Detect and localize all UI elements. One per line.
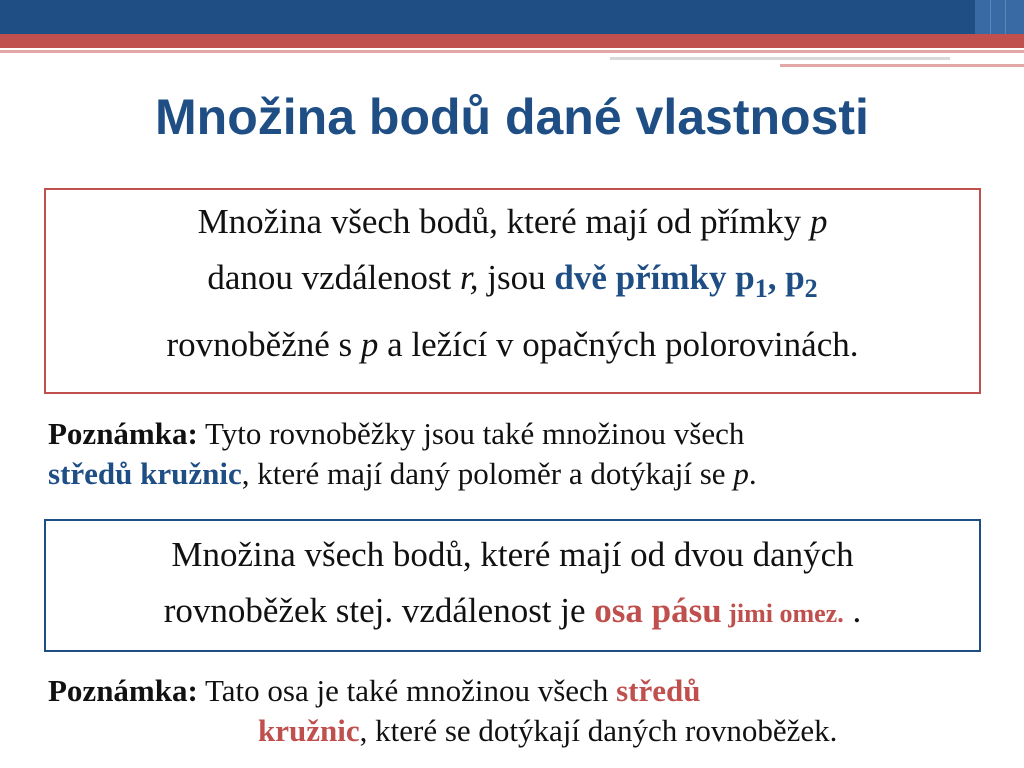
- header-bar-red: [0, 34, 1024, 48]
- box1-line1: [46, 194, 979, 250]
- text: Tyto rovnoběžky jsou také množinou všech: [197, 416, 745, 451]
- text: .: [748, 456, 757, 491]
- box1-line3: [46, 317, 979, 373]
- definition-box-2: [44, 519, 981, 652]
- definition-box-1: [44, 188, 981, 394]
- highlight-text: středů kružnic: [48, 456, 242, 491]
- header-divider: [1005, 0, 1006, 34]
- header-stripe: [780, 64, 1024, 67]
- box1-line2: [46, 250, 979, 317]
- note-label: Poznámka:: [48, 416, 198, 451]
- text: .: [843, 591, 862, 630]
- highlight-lines: [554, 258, 818, 303]
- text: rovnoběžek stej. vzdálenost je: [163, 591, 595, 630]
- highlight-text: , p: [767, 258, 805, 297]
- variable: p: [733, 456, 749, 491]
- page-title: Množina bodů dané vlastnosti: [155, 89, 869, 145]
- header-stripe: [0, 50, 1024, 53]
- header-bar-blue: [0, 0, 1024, 34]
- note-2: [48, 671, 1018, 751]
- note-1: [48, 414, 1008, 494]
- text: Množina všech bodů, které mají od přímky: [197, 202, 810, 241]
- variable: r,: [460, 258, 479, 297]
- header-divider: [990, 0, 991, 34]
- text: danou vzdálenost: [207, 258, 461, 297]
- subscript: 2: [804, 274, 818, 303]
- box2-line2: [46, 583, 979, 642]
- variable: p: [360, 325, 379, 364]
- text: , které mají daný poloměr a dotýkají se: [241, 456, 734, 491]
- box2-line1: Množina všech bodů, které mají od dvou daných: [171, 535, 854, 574]
- subscript: 1: [754, 274, 768, 303]
- highlight-small: jimi omez.: [721, 599, 844, 628]
- highlight-text: dvě přímky p: [554, 258, 755, 297]
- text: rovnoběžné s: [166, 325, 361, 364]
- text: jsou: [478, 258, 555, 297]
- note-label: Poznámka:: [48, 673, 198, 708]
- variable: p: [809, 202, 828, 241]
- text: , které se dotýkají daných rovnoběžek.: [359, 713, 838, 748]
- header-stripe: [610, 57, 950, 60]
- highlight-text: středů: [616, 673, 701, 708]
- header-bar-blue-light: [975, 0, 1024, 34]
- highlight-text: kružnic: [258, 713, 360, 748]
- highlight-text: osa pásu: [594, 591, 722, 630]
- text: Tato osa je také množinou všech: [197, 673, 617, 708]
- text: a ležící v opačných polorovinách.: [378, 325, 859, 364]
